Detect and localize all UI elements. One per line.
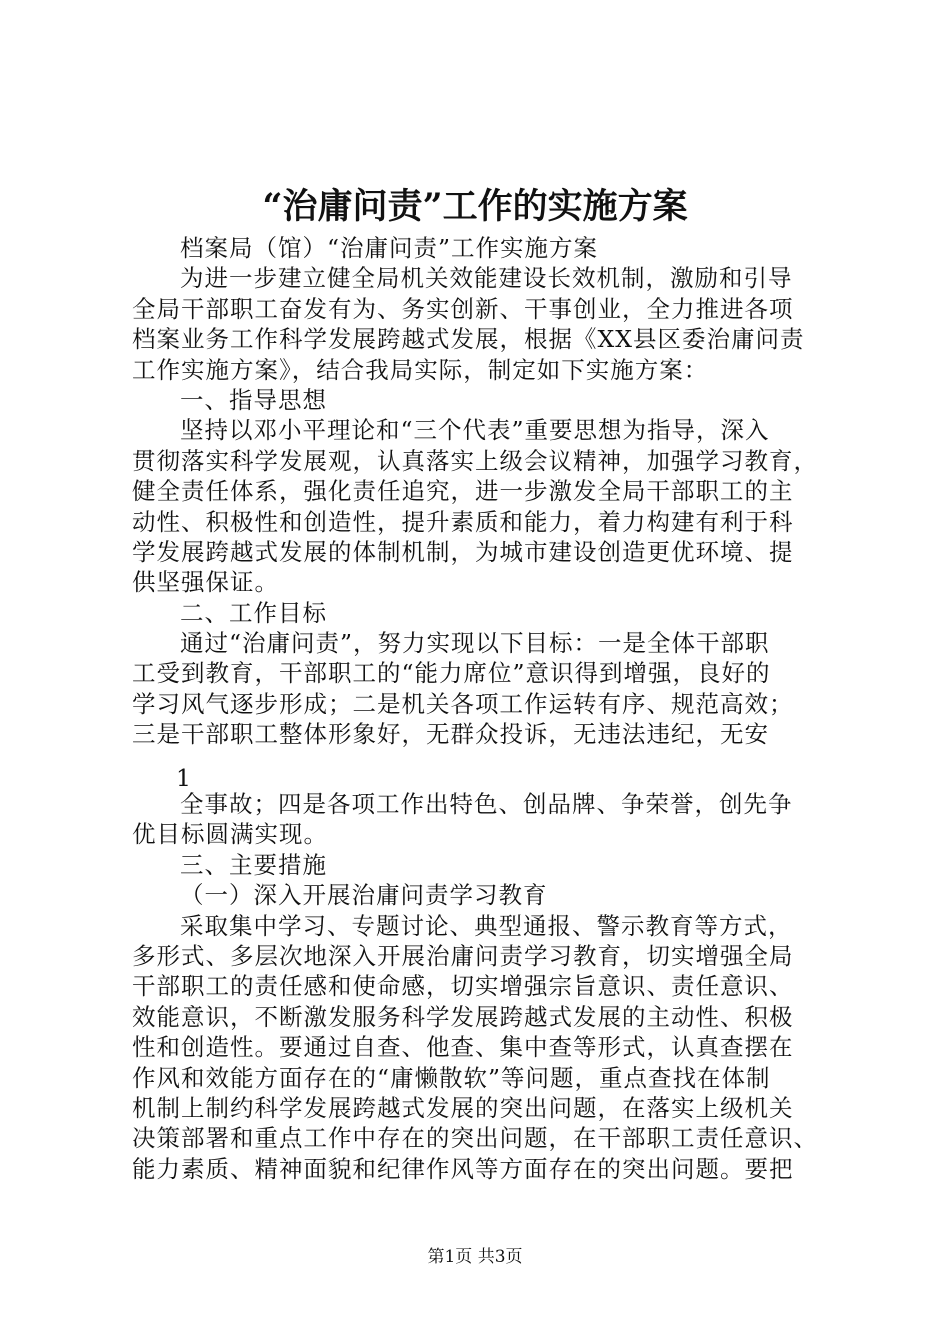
paragraph-line: 性和创造性。要通过自查、他查、集中查等形式，认真查摆在 (132, 1033, 794, 1062)
subsection-heading: （一）深入开展治庸问责学习教育 (180, 881, 548, 910)
page-footer: 第1页 共3页 (427, 1247, 523, 1267)
paragraph-line: 采取集中学习、专题讨论、典型通报、警示教育等方式， (180, 911, 793, 940)
paragraph-line: 效能意识，不断激发服务科学发展跨越式发展的主动性、积极 (132, 1002, 794, 1031)
paragraph-line: 全事故；四是各项工作出特色、创品牌、争荣誉，创先争 (180, 790, 793, 818)
section-heading: 三、主要措施 (180, 850, 327, 879)
body-text-block-2 (132, 789, 832, 1184)
paragraph-line: 三是干部职工整体形象好，无群众投诉，无违法违纪，无安 (132, 720, 769, 749)
paragraph-line: 健全责任体系，强化责任追究，进一步激发全局干部职工的主 (132, 477, 794, 506)
paragraph-line: 能力素质、精神面貌和纪律作风等方面存在的突出问题。要把 (132, 1154, 794, 1183)
section-heading: 一、指导思想 (180, 385, 327, 414)
paragraph-line: 作风和效能方面存在的“庸懒散软”等问题，重点查找在体制 (132, 1063, 771, 1092)
section-heading: 二、工作目标 (180, 598, 327, 627)
body-text-block-1 (132, 233, 832, 750)
paragraph-line: 贯彻落实科学发展观，认真落实上级会议精神，加强学习教育， (132, 446, 818, 475)
paragraph-line: 供坚强保证。 (132, 568, 279, 597)
paragraph-line: 档案业务工作科学发展跨越式发展，根据《XX县区委治庸问责 (132, 325, 805, 354)
paragraph-line: 工受到教育，干部职工的“能力席位”意识得到增强，良好的 (132, 659, 771, 688)
paragraph-line: 通过“治庸问责”，努力实现以下目标：一是全体干部职 (180, 629, 770, 658)
paragraph-line: 为进一步建立健全局机关效能建设长效机制，激励和引导 (180, 264, 793, 293)
paragraph-line: 决策部署和重点工作中存在的突出问题，在干部职工责任意识、 (132, 1124, 818, 1153)
paragraph-line: 工作实施方案》，结合我局实际，制定如下实施方案： (132, 355, 709, 384)
paragraph-line: 机制上制约科学发展跨越式发展的突出问题，在落实上级机关 (132, 1093, 794, 1122)
paragraph-line: 学发展跨越式发展的体制机制，为城市建设创造更优环境、提 (132, 537, 794, 566)
paragraph-line: 档案局（馆）“治庸问责”工作实施方案 (180, 234, 599, 262)
paragraph-line: 多形式、多层次地深入开展治庸问责学习教育，切实增强全局 (132, 941, 794, 970)
paragraph-line: 动性、积极性和创造性，提升素质和能力，着力构建有利于科 (132, 507, 794, 536)
document-title: “治庸问责”工作的实施方案 (262, 186, 688, 227)
page-marker: 1 (176, 764, 191, 792)
paragraph-line: 干部职工的责任感和使命感，切实增强宗旨意识、责任意识、 (132, 972, 794, 1001)
paragraph-line: 全局干部职工奋发有为、务实创新、干事创业，全力推进各项 (132, 294, 794, 323)
paragraph-line: 坚持以邓小平理论和“三个代表”重要思想为指导，深入 (180, 416, 770, 445)
paragraph-line: 学习风气逐步形成；二是机关各项工作运转有序、规范高效； (132, 689, 794, 718)
paragraph-line: 优目标圆满实现。 (132, 820, 328, 849)
